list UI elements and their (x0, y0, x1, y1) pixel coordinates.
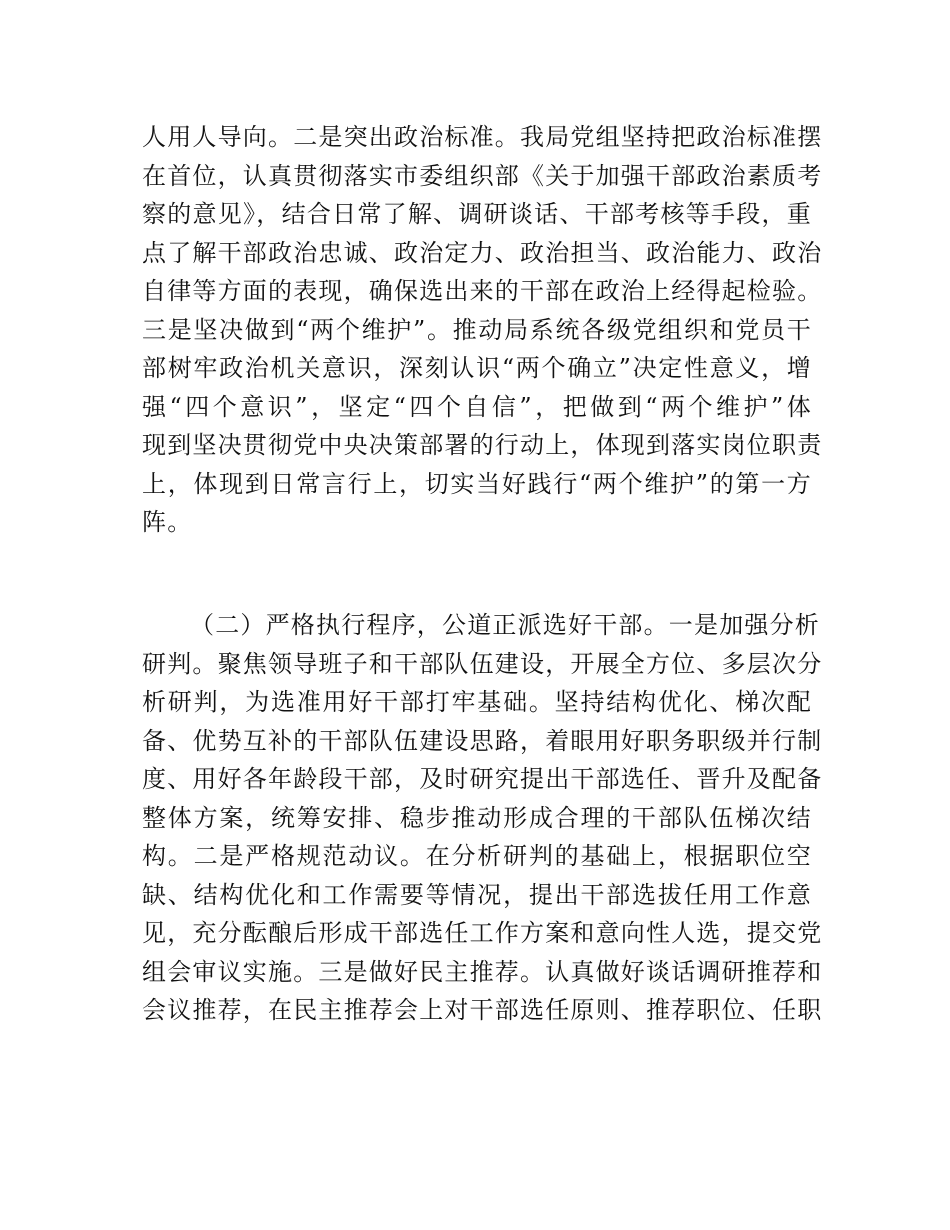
text-line: 现到坚决贯彻党中央决策部署的行动上，体现到落实岗位职责 (142, 431, 823, 459)
text-line: 上，体现到日常言行上，切实当好践行“两个维护”的第一方 (142, 469, 812, 498)
text-line: 组会审议实施。三是做好民主推荐。认真做好谈话调研推荐和 (142, 957, 823, 986)
text-line: 点了解干部政治忠诚、政治定力、政治担当、政治能力、政治 (142, 238, 823, 267)
text-line: 阵。 (142, 508, 193, 536)
text-line: 度、用好各年龄段干部，及时研究提出干部选任、晋升及配备 (142, 765, 823, 793)
text-line: （二）严格执行程序，公道正派选好干部。一是加强分析 (190, 611, 820, 639)
text-line: 在首位，认真贯彻落实市委组织部《关于加强干部政治素质考 (142, 161, 823, 190)
text-line: 会议推荐，在民主推荐会上对干部选任原则、推荐职位、任职 (142, 996, 823, 1024)
text-line: 察的意见》，结合日常了解、调研谈话、干部考核等手段，重 (142, 200, 812, 228)
text-line: 人用人导向。二是突出政治标准。我局党组坚持把政治标准摆 (142, 123, 823, 151)
text-line: 整体方案，统筹安排、稳步推动形成合理的干部队伍梯次结 (142, 803, 812, 832)
text-line: 部树牢政治机关意识，深刻认识“两个确立”决定性意义，增 (142, 354, 812, 382)
text-line: 强“四个意识”，坚定“四个自信”，把做到“两个维护”体 (142, 392, 812, 421)
paragraph-strict-procedure (142, 606, 823, 1030)
text-line: 析研判，为选准用好干部打牢基础。坚持结构优化、梯次配 (142, 688, 812, 716)
paragraph-political-standards (142, 118, 823, 542)
text-line: 三是坚决做到“两个维护”。推动局系统各级党组织和党员干 (142, 315, 812, 344)
text-line: 见，充分酝酿后形成干部选任工作方案和意向性人选，提交党 (142, 919, 823, 947)
text-line: 构。二是严格规范动议。在分析研判的基础上，根据职位空 (142, 842, 812, 870)
text-line: 研判。聚焦领导班子和干部队伍建设，开展全方位、多层次分 (142, 649, 823, 678)
text-line: 缺、结构优化和工作需要等情况，提出干部选拔任用工作意 (142, 880, 812, 909)
text-line: 自律等方面的表现，确保选出来的干部在政治上经得起检验。 (142, 277, 823, 305)
text-line: 备、优势互补的干部队伍建设思路，着眼用好职务职级并行制 (142, 726, 823, 755)
